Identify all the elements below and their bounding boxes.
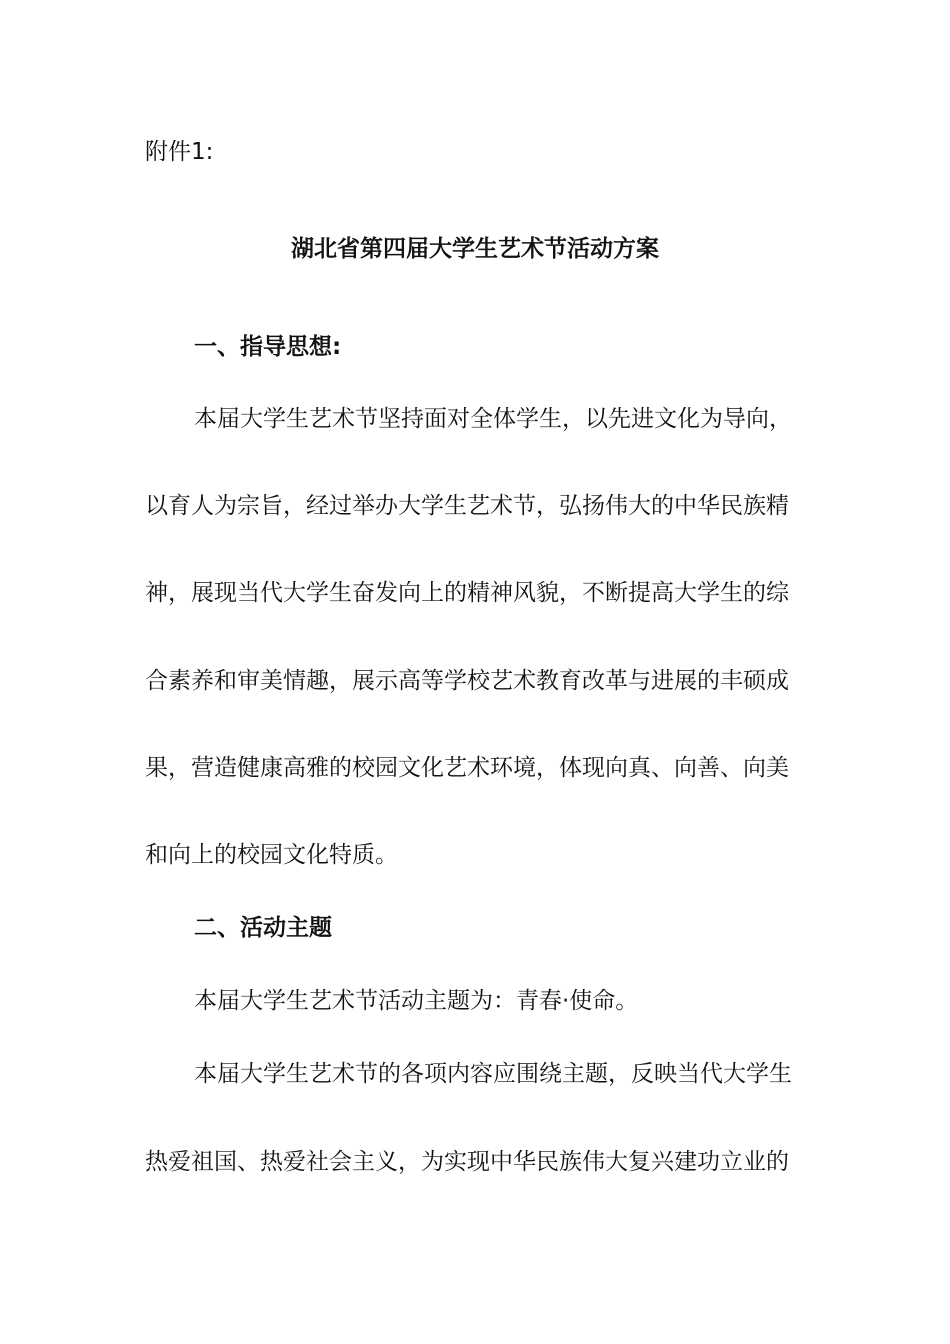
paragraph-line: 本届大学生艺术节坚持面对全体学生，以先进文化为导向， [194,406,792,432]
paragraph-line: 果，营造健康高雅的校园文化艺术环境，体现向真、向善、向美 [145,755,789,781]
paragraph-line: 和向上的校园文化特质。 [145,842,398,868]
section-heading-activity-theme: 二、活动主题 [194,915,332,941]
paragraph-line: 合素养和审美情趣，展示高等学校艺术教育改革与进展的丰硕成 [145,668,789,694]
paragraph-line: 神，展现当代大学生奋发向上的精神风貌，不断提高大学生的综 [145,580,789,606]
attachment-label: 附件1: [145,139,214,165]
paragraph-line: 热爱祖国、热爱社会主义，为实现中华民族伟大复兴建功立业的 [145,1149,789,1175]
theme-line: 本届大学生艺术节活动主题为：青春·使命。 [194,988,639,1014]
document-title: 湖北省第四届大学生艺术节活动方案 [291,236,659,262]
section-heading-guiding-ideology: 一、指导思想: [194,334,342,360]
paragraph-line: 本届大学生艺术节的各项内容应围绕主题，反映当代大学生 [194,1061,792,1087]
paragraph-line: 以育人为宗旨，经过举办大学生艺术节，弘扬伟大的中华民族精 [145,493,789,519]
